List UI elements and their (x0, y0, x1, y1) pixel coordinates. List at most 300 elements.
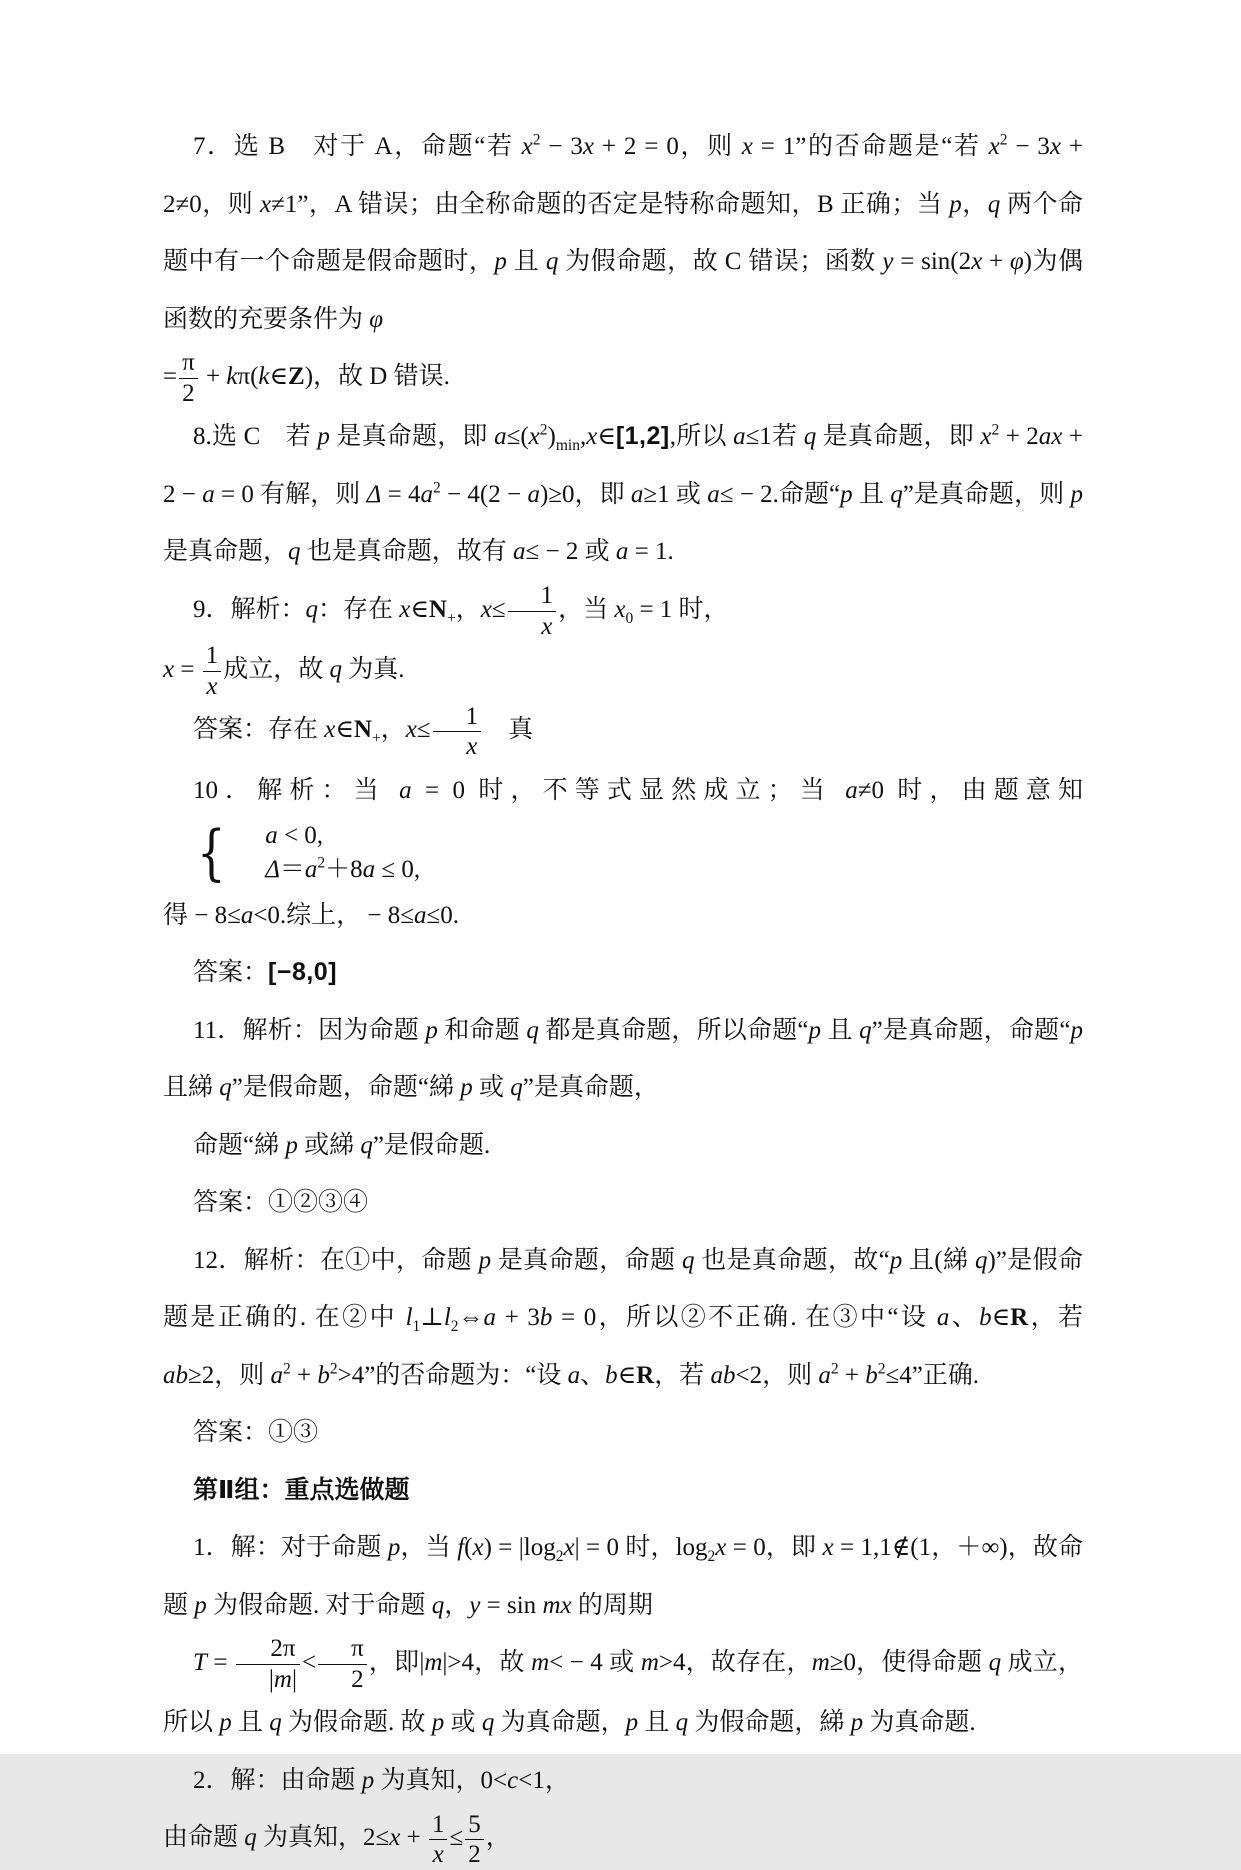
text-run: 成立，故 (223, 656, 330, 684)
fraction-numerator (318, 1634, 367, 1665)
text-run: ， (961, 190, 988, 218)
math-variable: x (980, 423, 992, 451)
math-variable: a (527, 480, 540, 508)
math-variable: a (494, 423, 507, 451)
math-variable: p (425, 1016, 438, 1044)
text-run: 8.选 C 若 (193, 423, 318, 451)
math-variable: q (803, 423, 817, 451)
math-variable: p (387, 1534, 401, 1562)
math-variable: q (329, 656, 342, 684)
subscript: 1 (412, 1318, 421, 1336)
math-variable: q (288, 538, 301, 566)
text-run: ”是真命题， (522, 1074, 659, 1102)
solution-10 (163, 762, 1083, 887)
math-variable: b (539, 1304, 553, 1332)
math-variable: q (526, 1016, 539, 1044)
text-run: )≥0，即 (539, 480, 631, 508)
text-run: ) (547, 423, 556, 451)
text-run: ≥2，则 (188, 1361, 271, 1389)
document-content (163, 118, 1083, 1870)
text-run: ：存在 (318, 595, 400, 623)
text-run: ≤ (416, 716, 431, 744)
answer-12 (163, 1404, 1083, 1462)
text-run: 是真命题， (163, 538, 289, 566)
fraction-numerator (465, 1810, 484, 1841)
math-variable: p (889, 1246, 903, 1274)
text-run: ”是假命题. (372, 1131, 491, 1159)
math-variable: q (431, 1591, 445, 1619)
text-run: 2．解：由命题 (193, 1766, 362, 1794)
fraction (508, 581, 557, 641)
text-run: + 3 (496, 1304, 540, 1332)
text-run: − 3 (540, 133, 583, 160)
superscript: 2 (877, 1360, 886, 1378)
text-run: + 2 − (163, 423, 1083, 508)
fraction-denominator (318, 1665, 367, 1695)
text-run: 两个命题中有一个命题是假命题时， (163, 190, 1083, 275)
fraction (179, 348, 198, 408)
text-run: 为真. (341, 656, 405, 684)
math-variable: b (979, 1304, 992, 1332)
math-variable: m (273, 1665, 292, 1693)
text-run: 第Ⅱ组：重点选做题 (193, 1475, 410, 1504)
math-variable: q (974, 1246, 988, 1274)
text-run: 且 (638, 1709, 676, 1737)
text-run: ∈ (991, 1304, 1011, 1332)
text-run: ⇔ (458, 1304, 484, 1332)
text-run: ∈ (410, 595, 429, 623)
text-run: < 0, (277, 822, 324, 850)
fraction (318, 1634, 367, 1694)
text-run: 1 (431, 1810, 445, 1838)
math-variable: a (414, 901, 427, 929)
text-run: π( (237, 363, 259, 390)
text-run: = (163, 363, 178, 390)
text-run: 也是真命题，故有 (300, 538, 514, 566)
text-run: ≥1 或 (643, 480, 708, 508)
solution-7 (163, 118, 1083, 348)
text-run: 答案：①③ (193, 1419, 319, 1447)
math-variable: a (265, 822, 278, 850)
fraction-numerator (508, 581, 557, 612)
section-ii-solution-1-line-3 (163, 1634, 1083, 1752)
text-run: | (268, 1665, 274, 1693)
fraction-denominator (203, 672, 222, 702)
text-run: 1．解：对于命题 (193, 1534, 388, 1562)
solution-9 (163, 581, 1083, 641)
text-run: <2，则 (735, 1361, 819, 1389)
math-variable: p (1070, 1016, 1083, 1044)
text-run: 真 (483, 716, 534, 744)
math-variable: x (822, 1534, 834, 1562)
text-run: 且 (821, 1016, 860, 1044)
math-variable: y (882, 248, 894, 275)
text-run: ，当 (558, 595, 615, 623)
text-run: ≤( (506, 423, 529, 451)
bold-symbol: R (1010, 1304, 1029, 1332)
text-run: 为真知，0< (374, 1766, 508, 1794)
fraction (236, 1634, 300, 1694)
text-run: = 1”的否命题是“若 (752, 133, 989, 160)
math-variable: x (405, 716, 417, 744)
math-variable: mx (542, 1591, 572, 1619)
text-run: 且綈 (163, 1074, 220, 1102)
math-variable: x (480, 595, 492, 623)
text-run: 得 − 8≤ (163, 901, 241, 929)
text-run: = sin(2 (893, 248, 972, 275)
text-run: < − 4 或 (549, 1649, 641, 1677)
math-variable: m (424, 1649, 443, 1677)
math-variable: ax (1038, 423, 1063, 451)
math-variable: Δ (366, 480, 382, 508)
math-variable: p (194, 1591, 207, 1619)
fraction (433, 702, 482, 762)
solution-9-line-2 (163, 641, 1083, 701)
text-run: 2 (468, 1841, 481, 1869)
math-variable: x (528, 423, 540, 451)
text-run: 2 (182, 379, 195, 407)
superscript: 2 (317, 854, 326, 872)
section-ii-solution-1 (163, 1519, 1083, 1634)
fraction-denominator (465, 1840, 484, 1870)
text-run: ) = |log (483, 1534, 556, 1562)
text-run: 、 (580, 1361, 606, 1389)
text-run: 为真命题. (863, 1709, 976, 1737)
solution-8 (163, 408, 1083, 581)
math-variable: f (457, 1534, 465, 1562)
text-run: ，即| (368, 1649, 425, 1677)
text-run: 是真命题，即 (816, 423, 981, 451)
bold-symbol: N (428, 595, 447, 623)
superscript: 2 (539, 421, 548, 439)
text-run: ”是假命题，命题“綈 (231, 1074, 461, 1102)
math-variable: m (531, 1649, 550, 1677)
math-variable: x (971, 248, 983, 275)
math-variable: T (193, 1649, 207, 1677)
fraction-denominator (508, 612, 557, 642)
text-run: ，若 (1028, 1304, 1083, 1332)
math-variable: q (219, 1074, 232, 1102)
subscript: + (371, 730, 381, 748)
bold-symbol: Z (288, 363, 305, 390)
math-variable: a (818, 1361, 831, 1389)
text-run: 为假命题. 故 (281, 1709, 432, 1737)
math-variable: p (285, 1131, 298, 1159)
text-run: 1 (540, 582, 554, 610)
text-run: ， (444, 1591, 470, 1619)
math-variable: q (681, 1246, 695, 1274)
text-run: 为假命题，綈 (688, 1709, 851, 1737)
math-variable: x (260, 190, 272, 218)
answer-10 (163, 944, 1083, 1002)
math-variable: Δ (265, 855, 280, 883)
math-variable: q (360, 1131, 373, 1159)
text-run: 11．解析：因为命题 (193, 1016, 426, 1044)
text-run: >4”的否命题为：“设 (337, 1361, 568, 1389)
text-run: ≤ − 2 或 (525, 538, 616, 566)
text-run: 或 (472, 1074, 511, 1102)
text-run: 答案：①②③④ (193, 1189, 369, 1217)
section-ii-heading (163, 1462, 1083, 1520)
text-run: + (838, 1361, 866, 1389)
superscript: 2 (433, 479, 441, 497)
math-variable: k (258, 363, 270, 390)
text-run: 、 (949, 1304, 980, 1332)
text-run: + (290, 1361, 318, 1389)
fraction-numerator (203, 641, 222, 672)
math-variable: ab (163, 1361, 188, 1389)
math-variable: x (741, 133, 753, 160)
math-variable: x (472, 1534, 484, 1562)
text-run: = 4 (381, 480, 421, 508)
math-variable: x (389, 1824, 401, 1852)
math-variable: p (361, 1766, 375, 1794)
section-ii-solution-2 (163, 1752, 1083, 1810)
text-run: )，故 D 错误. (304, 363, 450, 390)
math-variable: x (206, 672, 218, 700)
math-variable: p (625, 1709, 639, 1737)
subscript: 2 (707, 1548, 716, 1566)
math-variable: p (460, 1074, 473, 1102)
math-variable: m (811, 1649, 830, 1677)
fraction (465, 1810, 484, 1870)
text-run: ＋8 (325, 855, 363, 883)
text-run: = 0 时，不等式显然成立；当 (411, 776, 846, 804)
math-variable: a (240, 901, 254, 929)
text-run: 由命题 (163, 1824, 245, 1852)
math-variable: p (808, 1016, 822, 1044)
text-run: 且(綈 (902, 1246, 975, 1274)
math-variable: a (399, 776, 412, 804)
text-run: ， (455, 595, 481, 623)
math-variable: a (567, 1361, 581, 1389)
solution-11 (163, 1002, 1083, 1117)
math-variable: q (269, 1709, 282, 1737)
math-variable: a (483, 1304, 497, 1332)
text-run: 答案： (193, 959, 269, 987)
text-run: |>4，故 (442, 1649, 532, 1677)
cases-rows (235, 819, 420, 887)
text-run: ， (485, 1824, 511, 1852)
text-run: ≤ (449, 1824, 464, 1852)
math-variable: p (1070, 480, 1083, 508)
text-run: 都是真命题，所以命题“ (538, 1016, 809, 1044)
text-run: 9．解析： (193, 595, 306, 623)
left-brace-icon: { (197, 817, 226, 888)
subscript: 2 (450, 1318, 459, 1336)
text-run: − 4(2 − (440, 480, 528, 508)
text-run: 5 (468, 1810, 481, 1838)
math-variable: a (362, 855, 376, 883)
text-run: + (400, 1824, 427, 1852)
section-ii-solution-2-line-2 (163, 1809, 1083, 1869)
text-run: 且 (231, 1709, 270, 1737)
math-variable: x (614, 595, 626, 623)
math-variable: l (405, 1304, 413, 1332)
bold-symbol: N (353, 716, 372, 744)
math-variable: q (890, 480, 903, 508)
text-run: ,所以 (669, 423, 734, 451)
cases-system (166, 819, 420, 887)
text-run: − 3 (1007, 133, 1050, 160)
text-run: ≠1”，A 错误；由全称命题的否定是特称命题知，B 正确；当 (271, 190, 950, 218)
math-variable: q (481, 1709, 495, 1737)
text-run: 为真知，2≤ (256, 1824, 390, 1852)
text-run: ， (380, 716, 406, 744)
math-variable: p (431, 1709, 445, 1737)
text-run: 10．解析：当 (193, 776, 400, 804)
math-variable: m (640, 1649, 659, 1677)
text-run: ，当 (400, 1534, 458, 1562)
text-run: + 2≠0，则 (163, 133, 1084, 218)
math-variable: x (466, 733, 478, 761)
text-run: ≤4”正确. (885, 1361, 980, 1389)
math-variable: x (541, 612, 553, 640)
text-run: | (291, 1665, 297, 1693)
text-run: 1 (205, 642, 219, 670)
text-run: 且 (506, 248, 546, 275)
text-run: < (302, 1649, 317, 1677)
text-run: π (351, 1635, 364, 1663)
text-run: 或 (444, 1709, 482, 1737)
fraction-denominator (179, 379, 198, 409)
subscript: + (446, 609, 456, 627)
math-variable: p (317, 423, 330, 451)
text-run: )”是假命题是正确的. 在②中 (163, 1246, 1083, 1332)
bold-symbol: R (636, 1361, 655, 1389)
text-run: 为假命题，故 C 错误；函数 (558, 248, 883, 275)
fraction (429, 1810, 448, 1870)
cases-row (235, 853, 420, 887)
bold-interval: [1,2] (615, 422, 670, 451)
cases-row (235, 819, 420, 853)
text-run: ∈ (617, 1361, 637, 1389)
superscript: 2 (532, 131, 541, 149)
text-run: 是真命题，命题 (491, 1246, 682, 1274)
math-variable: y (469, 1591, 481, 1619)
math-variable: a (936, 1304, 950, 1332)
text-run: = (206, 1649, 234, 1677)
math-variable: φ (1009, 248, 1024, 275)
math-variable: a (270, 1361, 283, 1389)
text-run: 命题“綈 (193, 1131, 286, 1159)
text-run: )为偶函数的充要条件为 (163, 248, 1083, 333)
math-variable: a (513, 538, 526, 566)
math-variable: x (1049, 133, 1061, 160)
fraction-numerator (236, 1634, 300, 1665)
fraction-denominator (429, 1840, 448, 1870)
fraction-numerator (433, 702, 482, 733)
text-run: <1， (518, 1766, 570, 1794)
text-run: = 0，即 (726, 1534, 823, 1562)
math-variable: x (399, 595, 411, 623)
math-variable: p (219, 1709, 232, 1737)
text-run: 为假命题. 对于命题 (206, 1591, 432, 1619)
text-run: ”是真命题，命题“ (871, 1016, 1071, 1044)
superscript: 2 (329, 1360, 338, 1378)
text-run: 也是真命题，故“ (694, 1246, 890, 1274)
fraction-numerator (179, 348, 198, 379)
math-variable: x (988, 133, 1000, 160)
text-run: ≤ (491, 595, 506, 623)
math-variable: a (707, 480, 720, 508)
text-run: = 1. (628, 538, 674, 566)
math-variable: x (563, 1534, 575, 1562)
math-variable: x (521, 133, 533, 160)
fraction-numerator (429, 1810, 448, 1841)
superscript: 2 (991, 421, 1000, 439)
text-run: = (174, 656, 201, 684)
text-run: ≥0，使得命题 (829, 1649, 989, 1677)
text-run: + (982, 248, 1010, 275)
text-run: ≤1若 (745, 423, 804, 451)
math-variable: q (305, 595, 319, 623)
text-run: = 0，所以②不正确. 在③中“设 (552, 1304, 937, 1332)
text-run: 12．解析：在①中，命题 (193, 1246, 479, 1274)
math-variable: x (432, 1841, 444, 1869)
bold-interval: [−8,0] (268, 958, 338, 987)
solution-10-line-2 (163, 887, 1083, 945)
text-run: 或綈 (297, 1131, 361, 1159)
math-variable: q (988, 1649, 1002, 1677)
math-variable: q (510, 1074, 523, 1102)
math-variable: l (443, 1304, 451, 1332)
text-run: ( (464, 1534, 473, 1562)
superscript: 2 (282, 1360, 291, 1378)
text-run: 2π (270, 1635, 296, 1663)
solution-7-line-4 (163, 348, 1083, 408)
math-variable: p (478, 1246, 492, 1274)
math-variable: φ (369, 305, 384, 333)
solution-11-line-3 (163, 1117, 1083, 1175)
subscript: min (555, 437, 580, 455)
text-run: ∈ (269, 363, 289, 390)
math-variable: a (630, 480, 644, 508)
text-run: ≠0 时，由题意知 (857, 776, 1083, 804)
text-run: ≤ 0, (375, 855, 421, 883)
text-run: ，若 (654, 1361, 711, 1389)
math-variable: q (987, 190, 1001, 218)
fraction (203, 641, 222, 701)
math-variable: q (244, 1824, 257, 1852)
math-variable: a (733, 423, 746, 451)
text-run: ＝ (279, 855, 305, 883)
math-variable: x (715, 1534, 727, 1562)
text-run: , (579, 423, 587, 451)
math-variable: a (202, 480, 215, 508)
math-variable: x (163, 656, 175, 684)
subscript: 2 (555, 1548, 564, 1566)
math-variable: b (605, 1361, 618, 1389)
math-variable: q (675, 1709, 689, 1737)
math-variable: c (507, 1766, 519, 1794)
text-run: 7．选 B 对于 A，命题“若 (193, 133, 522, 160)
text-run: + (199, 363, 227, 390)
math-variable: q (545, 248, 559, 275)
text-run: 1 (465, 702, 479, 730)
math-variable: a (304, 855, 318, 883)
text-run: 的周期 (571, 1591, 653, 1619)
text-run: + 2 = 0，则 (594, 133, 742, 160)
text-run: ≤ − 2.命题“ (719, 480, 841, 508)
math-variable: x (586, 423, 598, 451)
text-run: <0.综上， − 8≤ (253, 901, 414, 929)
text-run: π (182, 349, 195, 377)
math-variable: a (615, 538, 629, 566)
text-run: + 2 (999, 423, 1039, 451)
text-run: = sin (480, 1591, 543, 1619)
solution-12 (163, 1232, 1083, 1405)
